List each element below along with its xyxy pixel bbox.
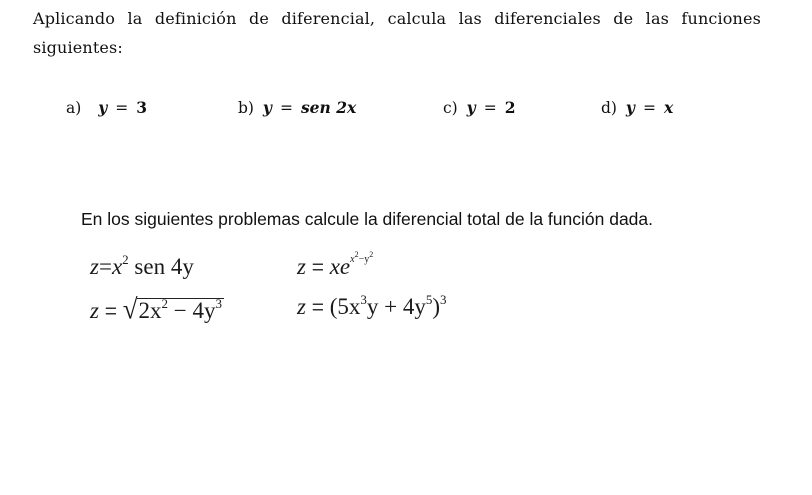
item-label: c) <box>443 99 458 117</box>
item-c <box>443 98 515 117</box>
formula-operator: = <box>311 296 324 319</box>
formula-1 <box>90 254 194 280</box>
formula-lhs: z <box>90 254 99 279</box>
exponent-term: −y <box>358 254 370 265</box>
equation-rhs: x <box>663 98 674 117</box>
equation-operator: = <box>642 99 656 117</box>
equation-operator: = <box>483 99 497 117</box>
item-equation <box>626 98 673 117</box>
formula-4 <box>297 294 447 320</box>
equation-operator: = <box>115 99 129 117</box>
item-a <box>66 98 147 117</box>
formula-lhs: z <box>297 294 306 319</box>
formula-2 <box>297 250 374 280</box>
formula-operator: = <box>104 300 117 323</box>
item-equation <box>467 98 516 117</box>
minus-sign: − <box>173 298 187 323</box>
instructions-paragraph: Aplicando la definición de diferencial, calcula las diferenciales de las funciones siguientes: <box>33 9 761 57</box>
item-label: d) <box>601 99 617 117</box>
radicand <box>137 298 224 326</box>
radicand-term: 4y <box>192 298 216 323</box>
item-b <box>238 98 356 117</box>
radical-sign: √ <box>122 293 138 325</box>
outer-exponent: 3 <box>440 292 447 307</box>
equation-operator: = <box>279 99 293 117</box>
formula-3 <box>90 294 224 326</box>
equation-rhs: sen 2x <box>300 98 357 117</box>
item-equation <box>98 98 147 117</box>
item-d <box>601 98 673 117</box>
item-equation <box>263 98 356 117</box>
term-exponent: 3 <box>360 292 367 307</box>
item-label: a) <box>66 99 82 117</box>
formula-term: y + 4y <box>366 294 426 319</box>
formula-operator: = <box>98 254 112 279</box>
exponent-term: x <box>350 254 355 265</box>
equation-rhs: 3 <box>136 98 148 117</box>
radicand-term: 2x <box>138 298 162 323</box>
formula-base: x <box>111 254 123 279</box>
formula-base: xe <box>329 254 351 279</box>
square-root <box>123 294 224 326</box>
term-exponent: 5 <box>425 292 433 307</box>
close-paren: ) <box>432 294 441 319</box>
formula-operator: = <box>311 256 324 279</box>
equation-lhs: y <box>98 98 108 117</box>
formula-term: (5x <box>329 294 361 319</box>
exponent-power: 2 <box>354 250 359 259</box>
formula-lhs: z <box>297 254 306 279</box>
problems-heading: En los siguientes problemas calcule la diferencial total de la función dada. <box>81 209 654 229</box>
formula-lhs: z <box>90 298 99 323</box>
formula-rest: sen 4y <box>134 254 194 279</box>
formula-exponent: 2 <box>122 252 129 267</box>
equation-lhs: y <box>625 98 635 117</box>
item-label: b) <box>238 99 254 117</box>
equation-lhs: y <box>262 98 272 117</box>
term-exponent: 3 <box>215 296 223 311</box>
equation-rhs: 2 <box>504 98 516 117</box>
formula-exponent <box>350 250 374 265</box>
equation-lhs: y <box>466 98 476 117</box>
term-exponent: 2 <box>161 296 169 311</box>
exponent-power: 2 <box>369 250 374 259</box>
